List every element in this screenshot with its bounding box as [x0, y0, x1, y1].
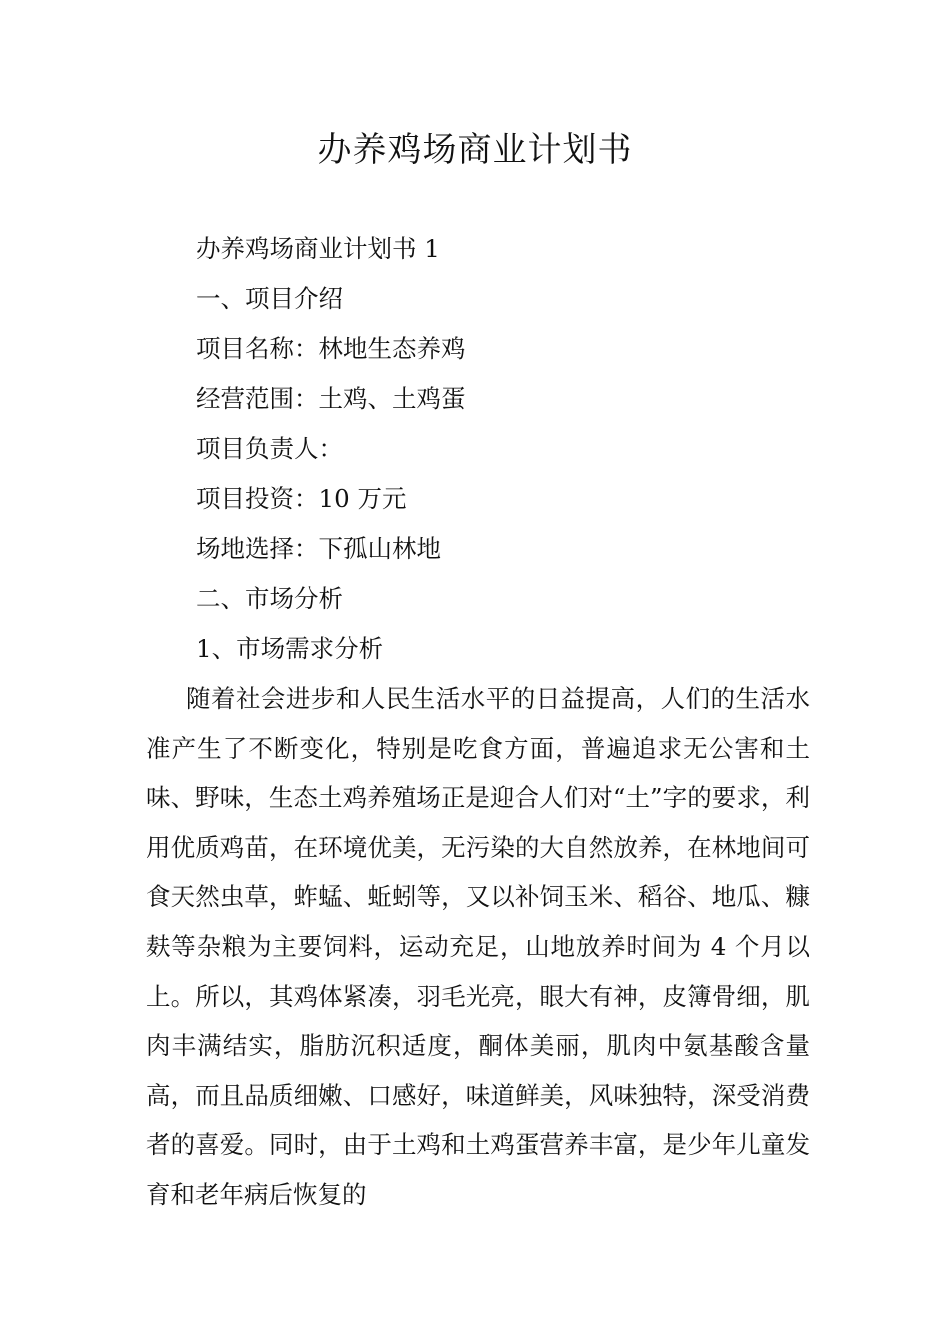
- section-heading: 办养鸡场商业计划书 1: [196, 234, 440, 263]
- body-paragraph: 随着社会进步和人民生活水平的日益提高，人们的生活水准产生了不断变化，特别是吃食方面，普遍追求无公害和土味、野味，生态土鸡养殖场正是迎合人们对“土”字的要求，利用优质鸡苗，在环境优美，无污染的大自然放养，在林地间可食天然虫草，蚱蜢、蚯蚓等，又以补饲玉米、稻谷、地瓜、糠麸等杂粮为主要饲料，运动充足，山地放养时间为 4 个月以上。所以，其鸡体紧凑，羽毛光亮，眼大有神，皮簿骨细，肌肉丰满结实，脂肪沉积适度，酮体美丽，肌肉中氨基酸含量高，而且品质细嫩、口感好，味道鲜美，风味独特，深受消费者的喜爱。同时，由于土鸡和土鸡蛋营养丰富，是少年儿童发育和老年病后恢复的: [146, 684, 810, 1209]
- section-heading: 一、项目介绍: [196, 284, 343, 313]
- site-selection-line: 场地选择：下孤山林地: [196, 534, 441, 563]
- document-body: [146, 224, 810, 1220]
- document-title: 办养鸡场商业计划书: [317, 130, 633, 170]
- business-scope-line: 经营范围：土鸡、土鸡蛋: [196, 384, 466, 413]
- subsection-heading: 1、市场需求分析: [196, 634, 384, 663]
- section-heading: 二、市场分析: [196, 584, 343, 613]
- project-name-line: 项目名称：林地生态养鸡: [196, 334, 466, 363]
- project-lead-line: 项目负责人：: [196, 434, 343, 463]
- investment-line: 项目投资：10 万元: [196, 484, 407, 513]
